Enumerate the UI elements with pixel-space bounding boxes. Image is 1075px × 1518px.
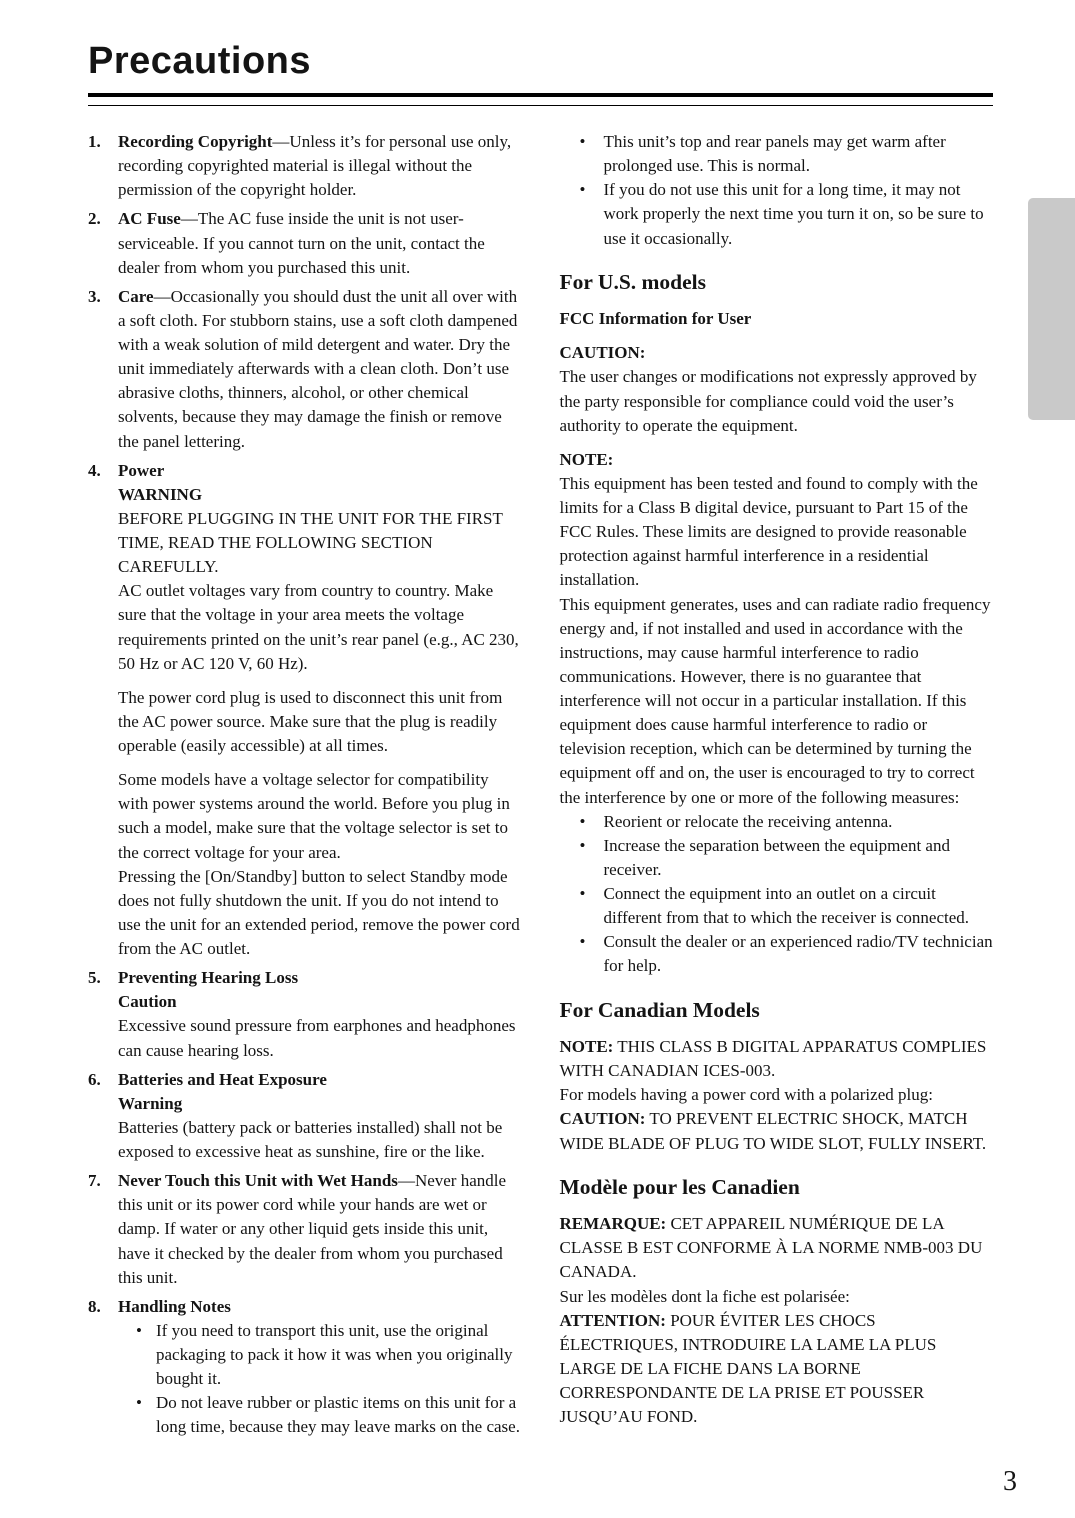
item-text [118, 285, 522, 454]
item-paragraph: The power cord plug is used to disconnect this unit from the AC power source. Make sure that the plug is readily operable (easily accessible) at all times. [118, 687, 503, 755]
precaution-item-7 [88, 1169, 522, 1290]
item-title: Never Touch this Unit with Wet Hands [118, 1171, 398, 1191]
item-body-text: —The AC fuse inside the unit is not user-serviceable. If you cannot turn on the unit, contact the dealer from whom you purchased this unit. [118, 209, 485, 277]
item-title: Preventing Hearing Loss [118, 968, 299, 988]
item-text [118, 130, 522, 202]
bullet-text: Consult the dealer or an experienced radio/TV technician for help. [603, 932, 993, 976]
handling-bullet [136, 1319, 522, 1391]
precaution-item-4 [88, 459, 522, 962]
bullet-marker: • [579, 811, 586, 831]
caution-text: The user changes or modifications not expressly approved by the party responsible for compliance could void the user’s authority to operate the equipment. [559, 367, 977, 435]
item-title: Handling Notes [118, 1296, 231, 1316]
item-number: 1. [88, 132, 101, 151]
item-number: 2. [88, 209, 101, 229]
right-column [560, 130, 994, 1445]
bullet-marker: • [579, 180, 586, 200]
bullet-marker: • [136, 1393, 142, 1413]
item-paragraph: Batteries (battery pack or batteries installed) shall not be exposed to excessive heat as sunshine, fire or the like. [118, 1117, 503, 1161]
canadian-caution [560, 1107, 994, 1155]
item-title: Power [118, 460, 165, 480]
item-title: Recording Copyright [118, 132, 273, 151]
note-text: THIS CLASS B DIGITAL APPARATUS COMPLIES WITH CANADIAN ICES-003. [559, 1037, 987, 1081]
bullet-marker: • [579, 132, 586, 151]
canadian-line: For models having a power cord with a polarized plug: [559, 1085, 933, 1105]
item-body [118, 285, 522, 454]
fcc-measure-bullet [580, 930, 994, 978]
precaution-item-3 [88, 285, 522, 454]
item-paragraph: Excessive sound pressure from earphones and headphones can cause hearing loss. [118, 1016, 516, 1060]
item-body-text: —Occasionally you should dust the unit all over with a soft cloth. For stubborn stains, use a soft cloth dampened with a weak solution of mild detergent and water. Dry the unit immediately afterwards with a clean cloth. Don’t use abrasive cloths, thinners, alcohol, or other chemical solvents, because they may damage the finish or remove the panel lettering. [118, 286, 518, 451]
precaution-item-5 [88, 966, 522, 1063]
caution-label: CAUTION: [559, 1109, 646, 1129]
french-line: Sur les modèles dont la fiche est polarisée: [559, 1286, 850, 1306]
item-paragraph: Pressing the [On/Standby] button to select Standby mode does not fully shutdown the unit. If you do not intend to use the unit for an extended period, remove the power cord from the AC outlet. [118, 866, 520, 958]
note-paragraph: This equipment has been tested and found to comply with the limits for a Class B digital device, pursuant to Part 15 of the FCC Rules. These limits are designed to provide reasonable protection against harmful interference in a residential installation. [559, 473, 978, 590]
french-attention [560, 1309, 994, 1430]
precaution-item-8 [88, 1295, 522, 1440]
fcc-measure-bullet [580, 834, 994, 882]
item-body [118, 459, 522, 962]
item-number: 5. [88, 968, 101, 988]
item-body [118, 1068, 522, 1165]
bullet-text: Connect the equipment into an outlet on a circuit different from that to which the receiver is connected. [603, 884, 970, 928]
bullet-marker: • [579, 884, 586, 904]
fcc-measure-bullet [580, 810, 994, 834]
canadian-note [560, 1035, 994, 1083]
note-paragraph: This equipment generates, uses and can radiate radio frequency energy and, if not installed and used in accordance with the instructions, may cause harmful interference to radio communications. However, there is no guarantee that interference will not occur in a particular installation. If this equipment does cause harmful interference to radio or television reception, which can be determined by turning the equipment off and on, the user is encouraged to try to correct the interference by one or more of the following measures: [559, 594, 991, 807]
item-text [118, 207, 522, 279]
item-body [118, 130, 522, 202]
caution-label: CAUTION: [559, 343, 646, 363]
caution-text: TO PREVENT ELECTRIC SHOCK, MATCH WIDE BLADE OF PLUG TO WIDE SLOT, FULLY INSERT. [559, 1109, 987, 1153]
bullet-text: Do not leave rubber or plastic items on this unit for a long time, because they may leave marks on the case. [156, 1393, 520, 1437]
item-body [118, 207, 522, 279]
fcc-subheading: FCC Information for User [559, 309, 752, 329]
handling-bullet [580, 130, 994, 178]
item-body [118, 1169, 522, 1290]
bullet-marker: • [136, 1320, 142, 1340]
item-paragraph: Some models have a voltage selector for compatibility with power systems around the world. Before you plug in such a model, make sure that the voltage selector is set to the correct voltage for your area. [118, 770, 510, 862]
precaution-item-1 [88, 130, 522, 202]
item-subtitle: Caution [118, 992, 177, 1012]
bullet-marker: • [579, 835, 586, 855]
note-label: NOTE: [559, 449, 614, 469]
section-heading-canadian-models: For Canadian Models [559, 997, 760, 1022]
bullet-marker: • [579, 932, 586, 952]
item-paragraph: BEFORE PLUGGING IN THE UNIT FOR THE FIRST TIME, READ THE FOLLOWING SECTION CAREFULLY. [118, 508, 503, 577]
chapter-tab [1028, 198, 1075, 420]
bullet-text: If you need to transport this unit, use the original packaging to pack it how it was when you originally bought it. [156, 1320, 513, 1389]
two-column-layout [88, 130, 993, 1445]
bullet-text: This unit’s top and rear panels may get warm after prolonged use. This is normal. [603, 132, 946, 176]
note-label: NOTE: [559, 1037, 614, 1057]
left-column [88, 130, 522, 1445]
handling-bullet [136, 1391, 522, 1439]
item-title: Care [118, 286, 154, 306]
item-paragraph: AC outlet voltages vary from country to country. Make sure that the voltage in your area meets the voltage requirements printed on the unit’s rear panel (e.g., AC 230, 50 Hz or AC 120 V, 60 Hz). [118, 581, 519, 673]
item-title: AC Fuse [118, 209, 181, 229]
remarque-label: REMARQUE: [559, 1214, 667, 1234]
item-number: 7. [88, 1171, 101, 1191]
item-body-text: —Unless it’s for personal use only, recording copyrighted material is illegal without the permission of the copyright holder. [118, 132, 512, 200]
bullet-text: Increase the separation between the equipment and receiver. [603, 835, 950, 879]
attention-text: POUR ÉVITER LES CHOCS ÉLECTRIQUES, INTRODUIRE LA LAME LA PLUS LARGE DE LA FICHE DANS LA BORNE CORRESPONDANTE DE LA PRISE ET POUSSER JUSQU’AU FOND. [559, 1310, 937, 1427]
remarque-text: CET APPAREIL NUMÉRIQUE DE LA CLASSE B EST CONFORME À LA NORME NMB-003 DU CANADA. [559, 1214, 983, 1282]
item-title: Batteries and Heat Exposure [118, 1069, 327, 1089]
precaution-item-6 [88, 1068, 522, 1165]
bullet-text: If you do not use this unit for a long time, it may not work properly the next time you turn it on, so be sure to use it occasionally. [603, 180, 984, 248]
handling-bullet [580, 178, 994, 250]
item-text [118, 1169, 522, 1290]
item-subtitle: Warning [118, 1093, 183, 1113]
item-body [118, 966, 522, 1063]
precaution-item-2 [88, 207, 522, 279]
item-body [118, 1295, 522, 1440]
bullet-text: Reorient or relocate the receiving antenna. [603, 811, 893, 831]
item-body-text: —Never handle this unit or its power cord while your hands are wet or damp. If water or any other liquid gets inside this unit, have it checked by the dealer from whom you purchased this unit. [118, 1171, 507, 1287]
page-title: Precautions [88, 40, 312, 82]
item-number: 3. [88, 286, 101, 306]
fcc-measure-bullet [580, 882, 994, 930]
item-number: 4. [88, 460, 101, 480]
item-number: 6. [88, 1069, 101, 1089]
item-subtitle: WARNING [118, 484, 203, 504]
section-heading-canadian-models-fr: Modèle pour les Canadien [559, 1174, 800, 1199]
french-remarque [560, 1212, 994, 1284]
attention-label: ATTENTION: [559, 1310, 666, 1330]
item-number: 8. [88, 1296, 101, 1316]
page-number: 3 [1003, 1466, 1017, 1497]
section-heading-us-models: For U.S. models [559, 269, 707, 294]
title-rule [88, 93, 993, 106]
